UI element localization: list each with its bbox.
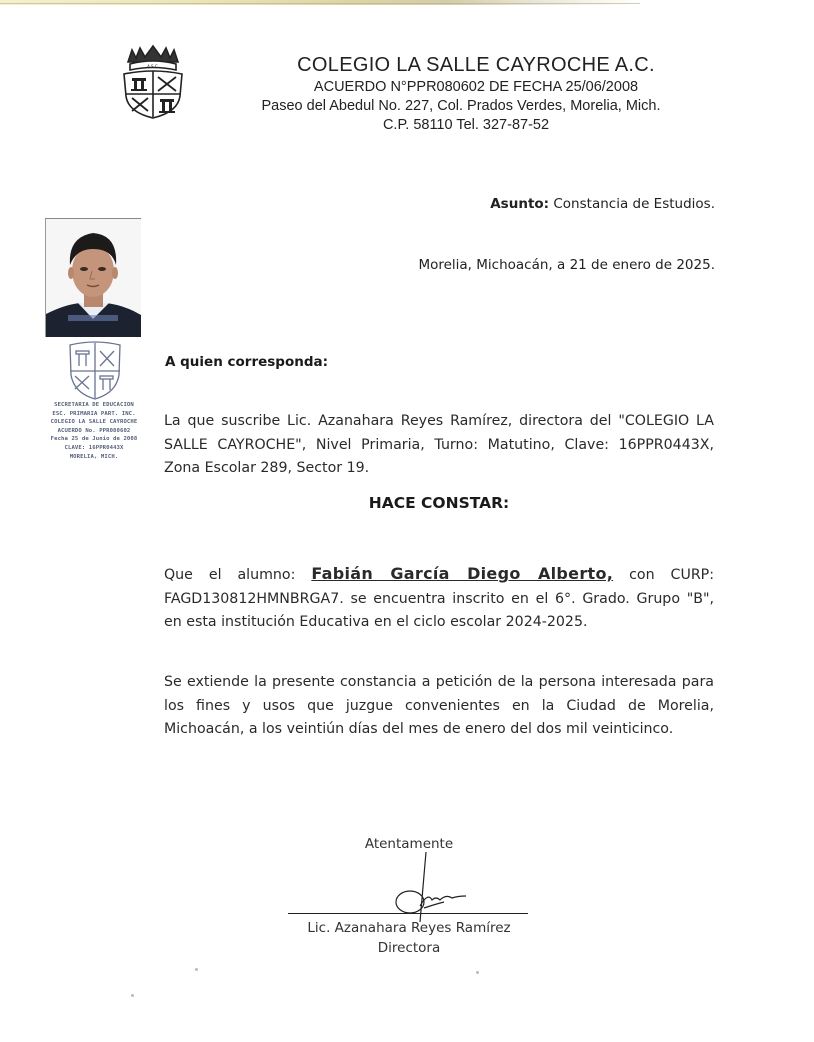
intro-paragraph: La que suscribe Lic. Azanahara Reyes Ramírez, directora del "COLEGIO LA SALLE CAYROCHE", Nivel Primaria, Turno: Matutino, Clave: 16PPR0443X, Zona Escolar 289, Sector 19.	[164, 413, 714, 476]
student-photo	[45, 218, 141, 337]
stamp-line: COLEGIO LA SALLE CAYROCHE	[50, 419, 138, 426]
scan-speck	[131, 994, 134, 997]
school-name: COLEGIO LA SALLE CAYROCHE A.C.	[297, 54, 655, 76]
school-crest-logo	[120, 44, 186, 120]
subject-value: Constancia de Estudios.	[553, 196, 715, 212]
signer-title: Directora	[377, 940, 441, 956]
address-line: Paseo del Abedul No. 227, Col. Prados Verdes, Morelia, Mich.	[261, 98, 661, 114]
subject-line	[490, 196, 715, 212]
agreement-line: ACUERDO N°PPR080602 DE FECHA 25/06/2008	[313, 79, 639, 95]
letterhead	[226, 52, 696, 135]
stamp-seal-icon	[64, 339, 126, 401]
stamp-line: CLAVE: 16PPR0443X	[64, 444, 124, 451]
stamp-line: MORELIA, MICH.	[69, 453, 119, 460]
scan-speck	[476, 971, 479, 974]
scan-speck	[195, 968, 198, 971]
date-line: Morelia, Michoacán, a 21 de enero de 2025.	[418, 257, 715, 273]
stamp-line: SECRETARIA DE EDUCACION	[54, 402, 134, 408]
postal-phone-line: C.P. 58110 Tel. 327-87-52	[382, 117, 550, 133]
official-stamp	[30, 335, 158, 475]
signature-line	[288, 913, 528, 914]
stamp-line: ACUERDO No. PPR080602	[57, 427, 131, 434]
svg-text:A.S.C.: A.S.C.	[147, 64, 159, 69]
signer-name: Lic. Azanahara Reyes Ramírez	[307, 920, 511, 936]
stamp-line: ESC. PRIMARIA PART. INC.	[52, 410, 136, 417]
student-name: Fabián García Diego Alberto,	[311, 564, 614, 583]
closing-paragraph: Se extiende la presente constancia a petición de la persona interesada para los fines y usos que juzgue convenientes en la Ciudad de Morelia, Michoacán, a los veintiún días del mes de enero del dos mil veinticinco.	[164, 674, 714, 737]
certify-heading: HACE CONSTAR:	[368, 494, 510, 512]
subject-label: Asunto:	[490, 196, 550, 212]
stamp-line: Fecha 25 de Junio de 2008	[50, 436, 138, 443]
scan-top-edge-line	[0, 3, 640, 4]
student-paragraph	[164, 562, 714, 635]
greeting: A quien corresponda:	[165, 354, 329, 370]
signer-block	[290, 918, 528, 958]
student-prefix: Que el alumno:	[164, 567, 296, 583]
stamp-text	[30, 401, 158, 461]
student-details: con CURP: FAGD130812HMNBRGA7. se encuentra inscrito en el 6°. Grado. Grupo "B", en esta institución Educativa en el ciclo escolar 2024-2025.	[164, 567, 715, 630]
closing-salutation: Atentamente	[364, 836, 454, 852]
